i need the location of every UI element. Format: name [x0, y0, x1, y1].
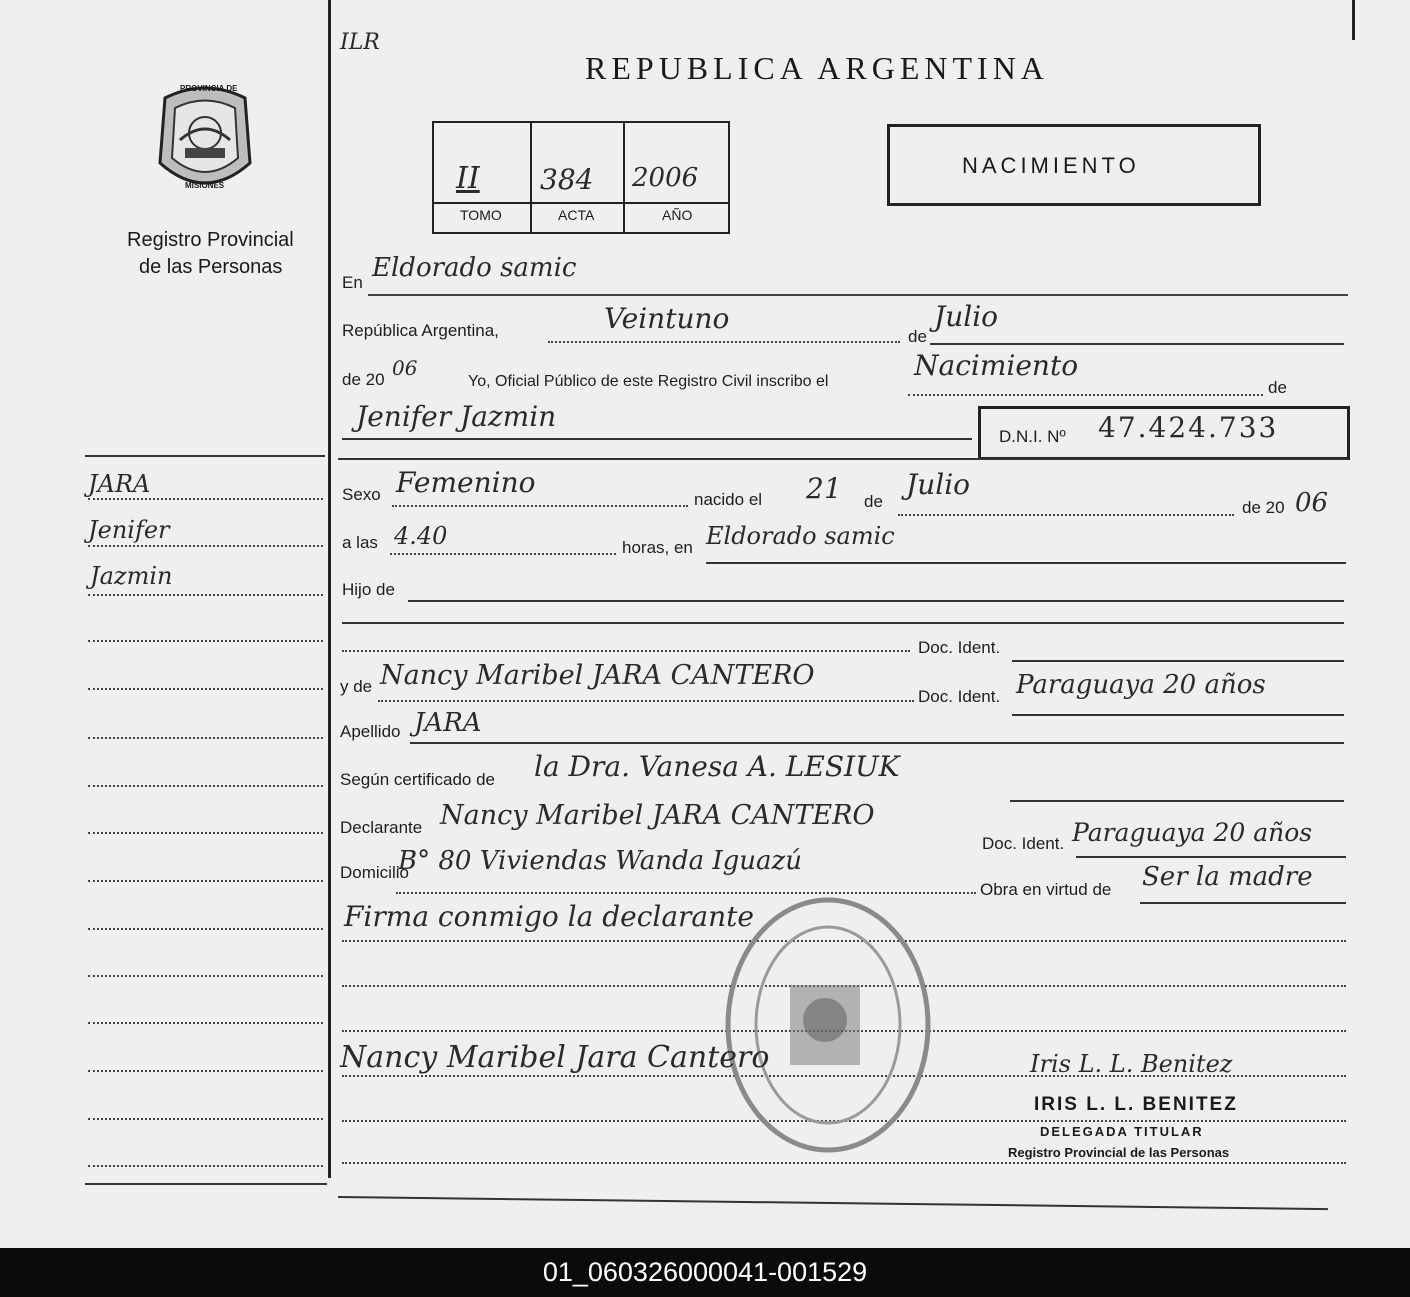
line-padre	[342, 650, 910, 652]
line-madre	[378, 700, 914, 702]
margin-line-11	[88, 975, 323, 977]
registry-name-line2: de las Personas	[139, 256, 283, 278]
line-hijo	[408, 600, 1344, 602]
label-horas: horas, en	[622, 538, 693, 557]
label-de20b: de 20	[1242, 498, 1285, 517]
margin-top-rule	[85, 455, 325, 457]
margin-divider	[328, 0, 331, 1178]
margin-line-7	[88, 785, 323, 787]
value-sexo: Femenino	[396, 466, 536, 499]
document-code-footer	[0, 1248, 1410, 1297]
line-hijo-2	[342, 622, 1344, 624]
tomo-header: TOMO	[460, 207, 502, 223]
line-blank-5	[342, 1162, 1346, 1164]
line-mes2	[898, 514, 1234, 516]
margin-line-9	[88, 880, 323, 882]
line-obra	[1140, 902, 1346, 904]
label-de-month: de	[908, 327, 927, 346]
label-doc3: Doc. Ident.	[982, 834, 1065, 853]
province-seal-logo	[150, 78, 260, 203]
corner-mark: ILR	[340, 30, 380, 55]
line-declarante-doc	[1076, 856, 1346, 858]
dni-box	[978, 406, 1350, 460]
margin-line-13	[88, 1070, 323, 1072]
margin-secondname: Jazmin	[90, 562, 173, 590]
oficial-name: IRIS L. L. BENITEZ	[1034, 1094, 1238, 1115]
label-de-mid: de	[864, 492, 883, 511]
oficial-title: DELEGADA TITULAR	[1040, 1124, 1204, 1139]
value-lugar: Eldorado samic	[372, 253, 577, 283]
value-mes2: Julio	[906, 468, 971, 501]
line-acto	[908, 394, 1263, 396]
oficial-signature: Iris L. L. Benitez	[1030, 1050, 1233, 1078]
line-sexo	[392, 505, 688, 507]
label-domicilio: Domicilio	[340, 863, 409, 882]
document-code: 01_060326000041-001529	[542, 1257, 868, 1287]
margin-line-8	[88, 832, 323, 834]
label-doc2: Doc. Ident.	[918, 687, 1001, 706]
label-sexo: Sexo	[342, 485, 381, 504]
seal-text-bottom: MISIONES	[185, 181, 225, 190]
label-y-de: y de	[340, 677, 373, 696]
acta-value: 384	[540, 163, 594, 196]
margin-line-4	[88, 640, 323, 642]
value-domicilio: B° 80 Viviendas Wanda Iguazú	[398, 846, 802, 876]
value-dni: 47.424.733	[1098, 411, 1279, 444]
line-apellido	[410, 742, 1344, 744]
declarante-signature: Nancy Maribel Jara Cantero	[340, 1040, 770, 1075]
label-obra: Obra en virtud de	[980, 880, 1112, 899]
value-madre: Nancy Maribel JARA CANTERO	[380, 660, 815, 691]
margin-line-15	[88, 1165, 323, 1167]
line-hora	[390, 553, 616, 555]
registry-name-line1: Registro Provincial	[127, 229, 294, 251]
label-declarante: Declarante	[340, 818, 423, 837]
value-declarante: Nancy Maribel JARA CANTERO	[440, 800, 875, 831]
label-nacido: nacido el	[694, 490, 763, 509]
value-dia-texto: Veintuno	[604, 302, 730, 335]
margin-bottom-rule	[85, 1183, 327, 1185]
value-nombre: Jenifer Jazmin	[356, 400, 557, 433]
label-apellido: Apellido	[340, 722, 401, 741]
value-madre-doc: Paraguaya 20 años	[1016, 670, 1266, 700]
label-doc1: Doc. Ident.	[918, 638, 1001, 657]
margin-line-14	[88, 1118, 323, 1120]
line-certificado	[1010, 800, 1344, 802]
value-anio2: 06	[1295, 488, 1329, 518]
form-right-border	[1352, 0, 1355, 40]
label-segun: Según certificado de	[340, 770, 495, 789]
value-acto: Nacimiento	[914, 349, 1079, 382]
section-top-rule	[338, 458, 1348, 460]
label-dni: D.N.I. Nº	[999, 427, 1066, 446]
value-apellido: JARA	[414, 708, 482, 738]
line-lugar2	[706, 562, 1346, 564]
line-nombre	[342, 438, 972, 440]
acta-header: ACTA	[558, 207, 595, 223]
value-certificado: la Dra. Vanesa A. LESIUK	[534, 750, 900, 783]
form-bottom-rule	[338, 1196, 1328, 1210]
value-anio-sufijo: 06	[392, 356, 418, 380]
official-stamp	[718, 890, 938, 1160]
seal-text-top: PROVINCIA DE	[180, 84, 238, 93]
margin-line-2	[88, 545, 323, 547]
margin-line-10	[88, 928, 323, 930]
margin-line-12	[88, 1022, 323, 1024]
value-dia-num: 21	[806, 472, 842, 505]
value-mes: Julio	[934, 300, 999, 333]
value-nota: Firma conmigo la declarante	[344, 900, 754, 933]
label-de-of: de	[1268, 378, 1287, 397]
record-type-box	[887, 124, 1261, 206]
oficial-org: Registro Provincial de las Personas	[1008, 1145, 1230, 1160]
margin-line-5	[88, 688, 323, 690]
value-declarante-doc: Paraguaya 20 años	[1072, 818, 1313, 847]
value-obra: Ser la madre	[1142, 862, 1313, 892]
line-en	[368, 294, 1348, 296]
label-republica: República Argentina,	[342, 321, 499, 340]
value-hora: 4.40	[394, 522, 448, 550]
value-lugar2: Eldorado samic	[706, 522, 895, 550]
margin-surname: JARA	[88, 470, 151, 498]
margin-line-1	[88, 498, 323, 500]
country-title: REPUBLICA ARGENTINA	[585, 50, 1049, 86]
margin-firstname: Jenifer	[88, 516, 170, 544]
tomo-acta-anio-table	[432, 121, 730, 234]
tomo-value: II	[456, 161, 480, 196]
line-doc2	[1012, 714, 1344, 716]
label-de20: de 20	[342, 370, 385, 389]
margin-line-3	[88, 594, 323, 596]
label-a-las: a las	[342, 533, 378, 552]
anio-value: 2006	[632, 163, 699, 193]
line-republica	[548, 341, 900, 343]
anio-header: AÑO	[662, 207, 693, 223]
line-doc1	[1012, 660, 1344, 662]
label-hijo: Hijo de	[342, 580, 395, 599]
label-en: En	[342, 273, 363, 292]
label-yo-oficial: Yo, Oficial Público de este Registro Civil inscribo el	[468, 373, 829, 390]
line-mes	[930, 343, 1344, 345]
margin-line-6	[88, 737, 323, 739]
record-type-label: NACIMIENTO	[962, 153, 1140, 178]
